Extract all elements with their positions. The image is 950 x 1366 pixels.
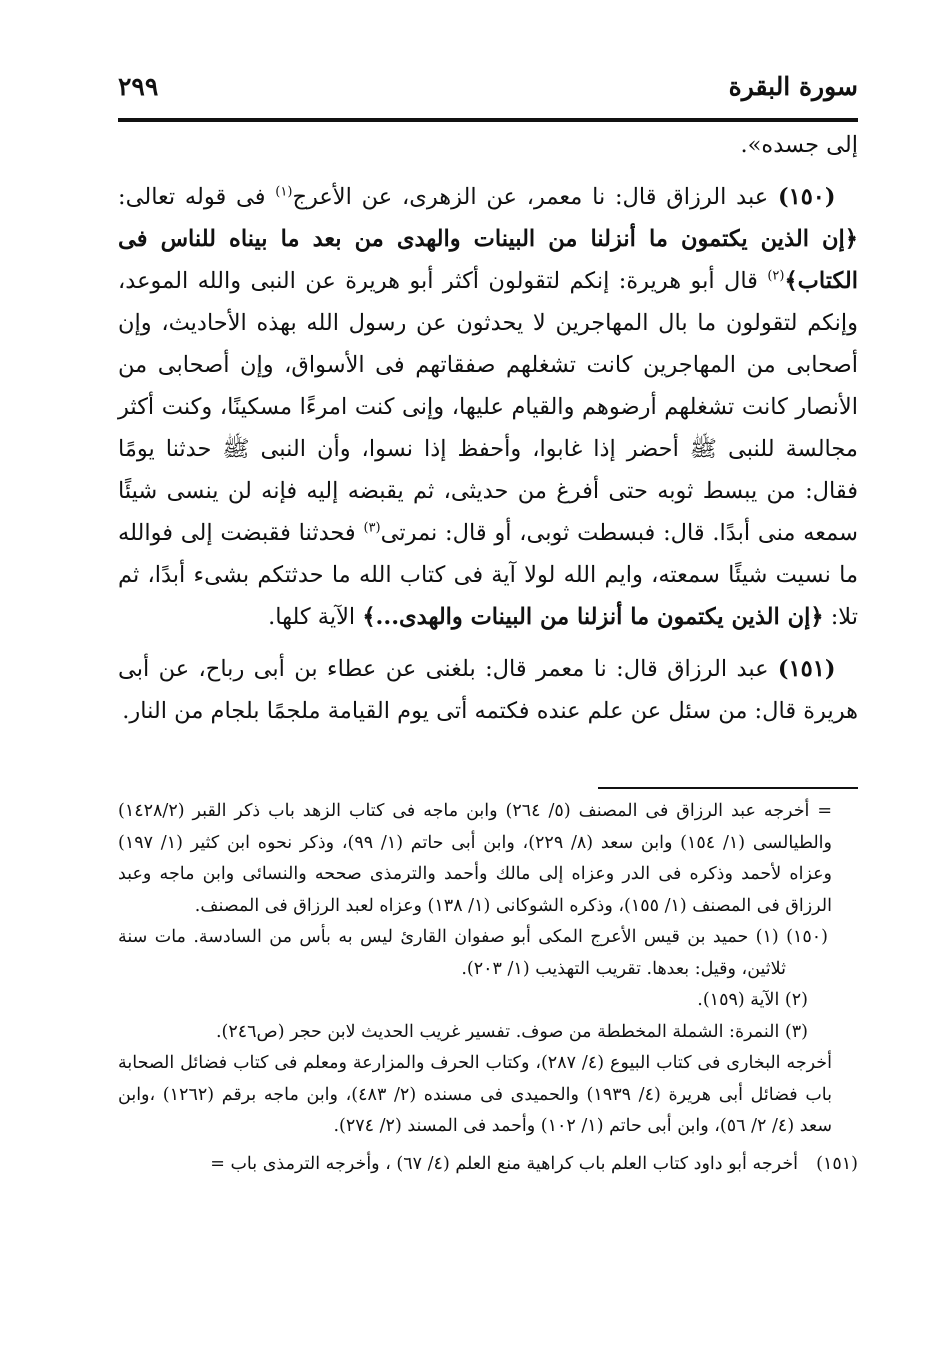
footnote-151 [118,1149,858,1181]
footnote-continuation: = أخرجه عبد الرزاق فى المصنف (٥/ ٢٦٤) وابن ماجه فى كتاب الزهد باب ذكر القبر (١٤٢٨/٢) والطيالسى (١/ ١٥٤) وابن سعد (٨/ ٢٢٩)، وابن أبى حاتم (١/ ٩٩)، وذكر نحوه ابن كثير (١/ ١٩٧) وعزاه لأحمد وذكره فى الدر وعزاه إلى مالك وأحمد والترمذى صححه والنسائى وابن ماجه وعبد الرزاق فى المصنف (١/ ١٥٥)، وذكره الشوكانى (١/ ١٣٨) وعزاه لعبد الرزاق فى المصنف. [118,801,832,916]
page-number: ٢٩٩ [118,72,159,101]
hadith-150 [118,176,858,638]
chapter-title: سورة البقرة [728,72,858,101]
footnotes [118,796,858,1180]
quran-verse: ﴿إن الذين يكتمون ما أنزلنا من البينات والهدى...﴾ [362,604,824,630]
header-rule [118,118,858,122]
footnote-ref: (٢) [767,268,785,284]
running-header [118,70,858,110]
hadith-text: عبد الرزاق قال: نا معمر قال: بلغنى عن عطاء بن أبى رباح، عن أبى هريرة قال: من سئل عن علم عنده فكتمه أتى يوم القيامة ملجمًا بلجام من النار. [118,656,858,724]
hadith-number: (١٥١) [777,656,836,682]
quran-verse: ﴿إن الذين يكتمون ما أنزلنا من البينات والهدى من بعد ما بيناه للناس فى الكتاب﴾ [118,226,859,294]
paragraph-continuation [118,124,858,166]
continuation-text: إلى جسده». [740,132,858,158]
main-text [118,124,858,732]
footnote-label: (١٥١) [816,1153,858,1174]
footnote-150-1: (١٥٠) (١) حميد بن قيس الأعرج المكى أبو صفوان القارئ ليس به بأس من السادسة. مات سنة ثلاثين، وقيل: بعدها. تقريب التهذيب (١/ ٢٠٣). [118,927,828,979]
hadith-end: الآية كلها. [268,604,356,630]
hadith-matn: قال أبو هريرة: إنكم لتقولون أكثر أبو هريرة عن النبى والله الموعد، وإنكم لتقولون ما بال المهاجرين لا يحدثون عن رسول الله بهذه الأحاديث، وإن أصحابى من المهاجرين كانت تشغلهم صفقاتهم فى الأسواق، وإن أصحابى من الأنصار كانت تشغلهم أرضوهم والقيام عليها، وإنى كنت امرءًا مسكينًا، وكنت أكثر مجالسة للنبى ﷺ أحضر إذا غابوا، وأحفظ إذا نسوا، وأن النبى ﷺ حدثنا يومًا فقال: من يبسط ثوبه حتى أفرغ من حديثى، ثم يقبضه إليه فإنه لن ينسى شيئًا سمعه منى أبدًا. قال: فبسطت ثوبى، أو قال: نمرتى [118,268,858,546]
hadith-matn-cont: فحدثنا فقبضت إلى فوالله ما نسيت شيئًا سمعته، وايم الله لولا آية فى كتاب الله ما حدثتكم بشىء أبدًا، ثم تلا: [118,520,858,630]
hadith-number: (١٥٠) [777,184,836,210]
footnote-150-takhrij: أخرجه البخارى فى كتاب البيوع (٤/ ٢٨٧)، وكتاب الحرف والمزارعة ومعلم فى كتاب فضائل الصحابة باب فضائل أبى هريرة (٤/ ١٩٣٩) والحميدى فى مسنده (٢/ ٤٨٣)، وابن ماجه برقم (١٢٦٢) ،وابن سعد (٤/ ٢/ ٥٦)، وابن أبى حاتم (١/ ١٠٢) وأحمد فى المسند (٢/ ٢٧٤). [118,1053,832,1136]
footnote-rule [598,787,858,789]
footnote-150-3: (٣) النمرة: الشملة المخططة من صوف. تفسير غريب الحديث لابن حجر (ص٢٤٦). [215,1021,808,1042]
footnote-text: أخرجه أبو داود كتاب العلم باب كراهية منع العلم (٤/ ٦٧) ، وأخرجه الترمذى باب = [210,1153,798,1174]
hadith-intro: فى قوله تعالى: [118,184,266,210]
footnote-ref: (٣) [363,520,381,536]
hadith-isnad: عبد الرزاق قال: نا معمر، عن الزهرى، عن الأعرج [292,184,769,210]
footnote-150-2: (٢) الآية (١٥٩). [697,990,808,1010]
hadith-151 [118,648,858,732]
footnote-ref: (١) [275,184,293,200]
